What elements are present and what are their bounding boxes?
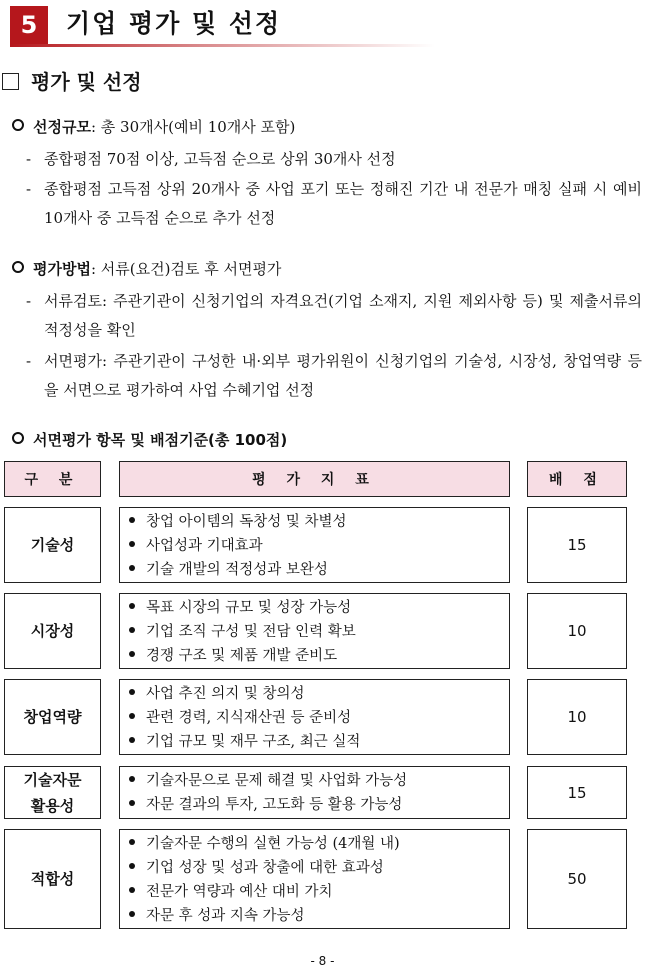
selection-item-1: - 종합평점 70점 이상, 고득점 순으로 상위 30개사 선정 [26,150,396,168]
header-indicator: 평 가 지 표 [119,461,510,497]
selection-scale-bullet [12,116,295,138]
method-item-2: - 서면평가: 주관기관이 구성한 내·외부 평가위원이 신청기업의 기술성, 시장성, 창업역량 등을 서면으로 평가하여 사업 수혜기업 선정 [26,352,642,399]
indicator-item: 사업성과 기대효과 [129,534,509,558]
selection-label: 선정규모 [33,118,91,136]
bullet-dot-icon [129,911,135,917]
indicator-cell [119,766,510,819]
evaluation-method-bullet [12,258,281,280]
category-cell: 적합성 [4,829,101,929]
indicator-item: 전문가 역량과 예산 대비 가치 [129,880,509,904]
indicator-item: 기술자문으로 문제 해결 및 사업화 가능성 [129,769,509,793]
bullet-dot-icon [129,713,135,719]
bullet-dot-icon [129,565,135,571]
indicator-item: 기술자문 수행의 실현 가능성 (4개월 내) [129,832,509,856]
subsection-heading [2,66,142,95]
bullet-dot-icon [129,839,135,845]
category-cell: 창업역량 [4,679,101,755]
indicator-item: 자문 결과의 투자, 고도화 등 활용 가능성 [129,793,509,817]
bullet-dot-icon [129,776,135,782]
indicator-item: 관련 경력, 지식재산권 등 준비성 [129,706,509,730]
bullet-dot-icon [129,627,135,633]
selection-text: : 총 30개사(예비 10개사 포함) [90,118,296,136]
section-underline [10,44,435,47]
criteria-title: 서면평가 항목 및 배점기준(총 100점) [12,429,287,451]
bullet-dot-icon [129,541,135,547]
indicator-cell [119,507,510,583]
indicator-item: 목표 시장의 규모 및 성장 가능성 [129,596,509,620]
indicator-item: 자문 후 성과 지속 가능성 [129,904,509,928]
bullet-dot-icon [129,737,135,743]
indicator-cell [119,679,510,755]
checkbox-square-icon [2,73,19,90]
category-cell: 시장성 [4,593,101,669]
bullet-dot-icon [129,651,135,657]
indicator-cell [119,593,510,669]
header-score: 배 점 [527,461,627,497]
category-cell: 기술자문 활용성 [4,766,101,819]
category-cell: 기술성 [4,507,101,583]
score-cell: 10 [527,679,627,755]
heading-text: 평가 및 선정 [31,70,142,94]
bullet-dot-icon [129,517,135,523]
bullet-dot-icon [129,800,135,806]
method-label: 평가방법 [33,260,91,278]
bullet-dot-icon [129,863,135,869]
hollow-circle-icon [12,261,24,273]
bullet-dot-icon [129,887,135,893]
section-number-badge: 5 [10,6,48,44]
selection-item-2: - 종합평점 고득점 상위 20개사 중 사업 포기 또는 정해진 기간 내 전문가 매칭 실패 시 예비 10개사 중 고득점 순으로 추가 선정 [26,180,642,227]
header-category: 구 분 [4,461,101,497]
indicator-item: 사업 추진 의지 및 창의성 [129,682,509,706]
bullet-dot-icon [129,689,135,695]
indicator-item: 기업 성장 및 성과 창출에 대한 효과성 [129,856,509,880]
method-text: : 서류(요건)검토 후 서면평가 [90,260,282,278]
indicator-item: 창업 아이템의 독창성 및 차별성 [129,510,509,534]
indicator-item: 기업 조직 구성 및 전담 인력 확보 [129,620,509,644]
method-item-1: - 서류검토: 주관기관이 신청기업의 자격요건(기업 소재지, 지원 제외사항 등) 및 제출서류의 적정성을 확인 [26,292,642,339]
indicator-item: 기술 개발의 적정성과 보완성 [129,558,509,582]
page-number: - 8 - [310,954,335,968]
indicator-cell [119,829,510,929]
score-cell: 10 [527,593,627,669]
section-title: 기업 평가 및 선정 [66,9,282,38]
score-cell: 50 [527,829,627,929]
score-cell: 15 [527,507,627,583]
indicator-item: 경쟁 구조 및 제품 개발 준비도 [129,644,509,668]
bullet-dot-icon [129,603,135,609]
score-cell: 15 [527,766,627,819]
hollow-circle-icon [12,432,24,444]
indicator-item: 기업 규모 및 재무 구조, 최근 실적 [129,730,509,754]
hollow-circle-icon [12,119,24,131]
